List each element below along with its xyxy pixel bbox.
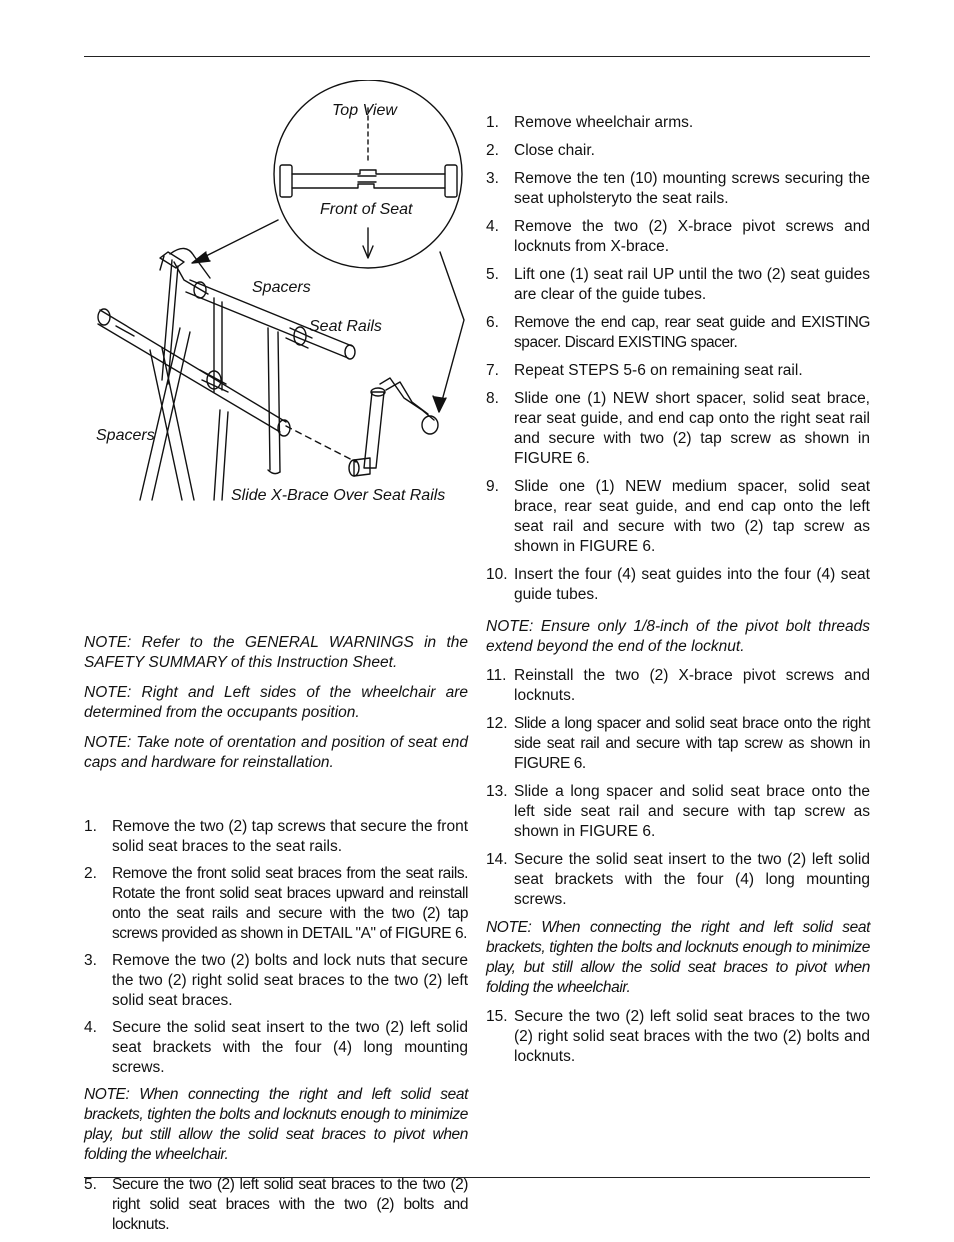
note-general-warnings: NOTE: Refer to the GENERAL WARNINGS in the SAFETY SUMMARY of this Instruction Sheet. bbox=[84, 634, 468, 671]
list-item: 5. Lift one (1) seat rail UP until the two (2) seat guides are clear of the guide tubes. bbox=[486, 266, 870, 303]
list-item: 4. Remove the two (2) X-brace pivot screws and locknuts from X-brace. bbox=[486, 218, 870, 255]
left-column bbox=[84, 633, 468, 1242]
list-item: 1. Remove the two (2) tap screws that secure the front solid seat braces to the seat rails. bbox=[84, 818, 468, 855]
top-view-label: Top View bbox=[332, 102, 397, 119]
list-item: 11. Reinstall the two (2) X-brace pivot screws and locknuts. bbox=[486, 667, 870, 704]
front-of-seat-label: Front of Seat bbox=[320, 201, 413, 218]
list-item: 9. Slide one (1) NEW medium spacer, solid seat brace, rear seat guide, and end cap onto the left seat rail and secure with two (2) tap screw as shown in FIGURE 6. bbox=[486, 478, 870, 555]
right-steps-list-c bbox=[486, 1007, 870, 1067]
top-rule bbox=[84, 56, 870, 57]
list-item: 2. Remove the front solid seat braces from the seat rails. Rotate the front solid seat braces upward and reinstall onto the seat rails and secure with the two (2) tap screws provided as shown in DETAIL "A" of FIGURE 6. bbox=[84, 865, 468, 942]
list-item: 12. Slide a long spacer and solid seat brace onto the right side seat rail and secure with tap screw as shown in FIGURE 6. bbox=[486, 715, 870, 772]
note-pivot-bolt: NOTE: Ensure only 1/8-inch of the pivot bolt threads extend beyond the end of the locknut. bbox=[486, 618, 870, 655]
list-item: 5. Secure the two (2) left solid seat braces to the two (2) right solid seat braces with the two (2) bolts and locknuts. bbox=[84, 1176, 468, 1233]
note-connecting-brackets-right: NOTE: When connecting the right and left solid seat brackets, tighten the bolts and locknuts enough to minimize play, but still allow the solid seat braces to pivot when folding the wheelchair. bbox=[486, 919, 870, 996]
left-steps-list bbox=[84, 817, 468, 1078]
list-item: 10. Insert the four (4) seat guides into the four (4) seat guide tubes. bbox=[486, 566, 870, 603]
right-steps-list-b bbox=[486, 666, 870, 910]
list-item: 2. Close chair. bbox=[486, 142, 595, 159]
list-item: 8. Slide one (1) NEW short spacer, solid seat brace, rear seat guide, and end cap onto the right seat rail and secure with two (2) tap screw as shown in FIGURE 6. bbox=[486, 390, 870, 467]
right-steps-list-a bbox=[486, 113, 870, 605]
note-connecting-brackets: NOTE: When connecting the right and left solid seat brackets, tighten the bolts and locknuts enough to minimize play, but still allow the solid seat braces to pivot when folding the wheelchair. bbox=[84, 1086, 468, 1163]
list-item: 14. Secure the solid seat insert to the two (2) left solid seat brackets with the four (4) long mounting screws. bbox=[486, 851, 870, 908]
x-brace-illustration bbox=[90, 80, 480, 520]
list-item: 6. Remove the end cap, rear seat guide and EXISTING spacer. Discard EXISTING spacer. bbox=[486, 314, 870, 351]
right-column bbox=[486, 113, 870, 1075]
list-item: 3. Remove the two (2) bolts and lock nuts that secure the two (2) right solid seat braces to the two (2) left solid seat braces. bbox=[84, 952, 468, 1009]
seat-rails-label: Seat Rails bbox=[309, 318, 382, 335]
note-orientation: NOTE: Take note of orentation and position of seat end caps and hardware for reinstallation. bbox=[84, 734, 468, 771]
bottom-rule bbox=[84, 1177, 870, 1178]
list-item: 4. Secure the solid seat insert to the two (2) left solid seat brackets with the four (4) long mounting screws. bbox=[84, 1019, 468, 1076]
list-item: 1. Remove wheelchair arms. bbox=[486, 114, 694, 131]
list-item: 13. Slide a long spacer and solid seat brace onto the left side seat rail and secure with tap screw as shown in FIGURE 6. bbox=[486, 783, 870, 840]
list-item: 3. Remove the ten (10) mounting screws securing the seat upholsteryto the seat rails. bbox=[486, 170, 870, 207]
list-item: 7. Repeat STEPS 5-6 on remaining seat rail. bbox=[486, 362, 803, 379]
spacers-label-lower: Spacers bbox=[96, 427, 155, 444]
spacers-label-upper: Spacers bbox=[252, 279, 311, 296]
x-brace-figure bbox=[90, 80, 480, 520]
list-item: 15. Secure the two (2) left solid seat braces to the two (2) right solid seat braces with the two (2) bolts and locknuts. bbox=[486, 1008, 870, 1065]
slide-x-brace-label: Slide X-Brace Over Seat Rails bbox=[231, 487, 446, 504]
note-right-left-sides: NOTE: Right and Left sides of the wheelchair are determined from the occupants position. bbox=[84, 684, 468, 721]
